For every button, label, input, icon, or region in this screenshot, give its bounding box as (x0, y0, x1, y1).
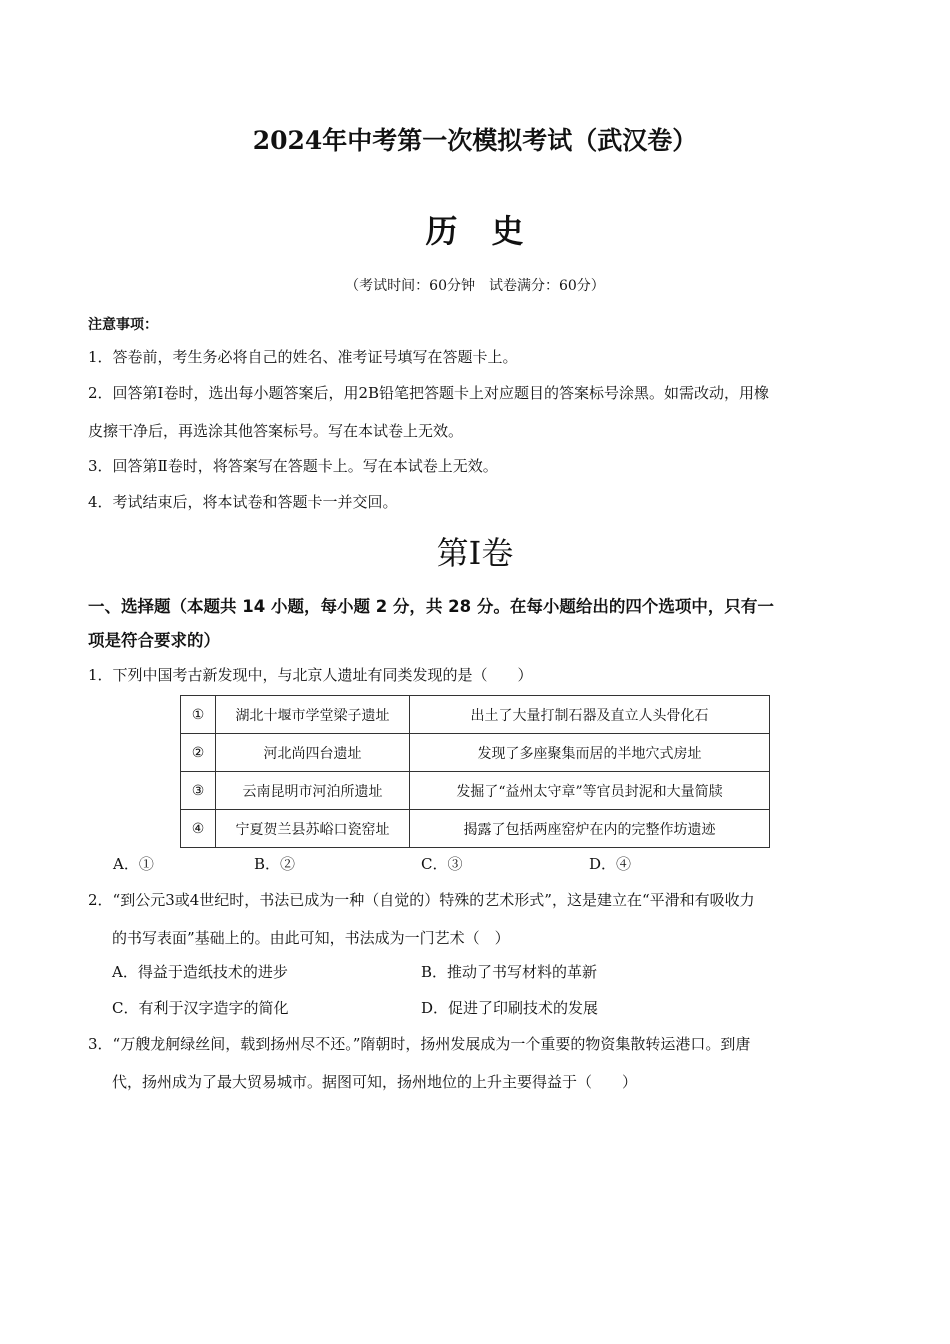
q1-option-c[interactable]: C．③ (421, 855, 463, 873)
table-cell-site: 河北尚四台遗址 (216, 734, 410, 772)
table-row (181, 810, 770, 848)
q3-stem-continued: 代，扬州成为了最大贸易城市。据图可知，扬州地位的上升主要得益于（ ） (112, 1073, 638, 1091)
notice-heading: 注意事项： (88, 317, 158, 333)
q2-stem-continued: 的书写表面”基础上的。由此可知，书法成为一门艺术（ ） (112, 929, 510, 947)
table-cell-site: 云南昆明市河泊所遗址 (216, 772, 410, 810)
section-description: 一、选择题（本题共 14 小题，每小题 2 分，共 28 分。在每小题给出的四个选项中，只有一 (88, 597, 774, 616)
q2-option-c[interactable]: C．有利于汉字造字的简化 (112, 999, 289, 1017)
table-cell-finding: 发掘了“益州太守章”等官员封泥和大量简牍 (410, 772, 770, 810)
section-title: 第Ⅰ卷 (436, 534, 514, 572)
table-cell-finding: 发现了多座聚集而居的半地穴式房址 (410, 734, 770, 772)
table-cell-site: 湖北十堰市学堂梁子遗址 (216, 696, 410, 734)
q1-stem: 1．下列中国考古新发现中，与北京人遗址有同类发现的是（ ） (88, 666, 533, 684)
exam-info: （考试时间：60分钟 试卷满分：60分） (345, 278, 605, 294)
notice-item-continued: 皮擦干净后，再选涂其他答案标号。写在本试卷上无效。 (88, 422, 464, 440)
table-row (181, 696, 770, 734)
q3-stem: 3．“万艘龙舸绿丝间，载到扬州尽不还。”隋朝时，扬州发展成为一个重要的物资集散转运港口。到唐 (88, 1035, 751, 1053)
table-row (181, 772, 770, 810)
notice-item: 3．回答第Ⅱ卷时，将答案写在答题卡上。写在本试卷上无效。 (88, 457, 498, 475)
q1-table (180, 695, 770, 848)
notice-item: 1．答卷前，考生务必将自己的姓名、准考证号填写在答题卡上。 (88, 348, 518, 366)
q1-option-a[interactable]: A．① (113, 855, 154, 873)
table-cell-num: ③ (181, 772, 216, 810)
q1-option-d[interactable]: D．④ (589, 855, 632, 873)
table-cell-num: ① (181, 696, 216, 734)
q2-stem: 2．“到公元3或4世纪时，书法已成为一种（自觉的）特殊的艺术形式”，这是建立在“平滑和有吸收力 (88, 891, 755, 909)
exam-title: 2024年中考第一次模拟考试（武汉卷） (252, 126, 698, 155)
q2-option-d[interactable]: D．促进了印刷技术的发展 (421, 999, 599, 1017)
table-cell-num: ② (181, 734, 216, 772)
table-cell-finding: 揭露了包括两座窑炉在内的完整作坊遗迹 (410, 810, 770, 848)
q2-option-a[interactable]: A．得益于造纸技术的进步 (112, 963, 288, 981)
section-description-continued: 项是符合要求的） (88, 631, 220, 650)
q1-option-b[interactable]: B．② (254, 855, 296, 873)
table-cell-site: 宁夏贺兰县苏峪口瓷窑址 (216, 810, 410, 848)
table-cell-num: ④ (181, 810, 216, 848)
notice-item: 4．考试结束后，将本试卷和答题卡一并交回。 (88, 493, 398, 511)
table-cell-finding: 出土了大量打制石器及直立人头骨化石 (410, 696, 770, 734)
q2-option-b[interactable]: B．推动了书写材料的革新 (421, 963, 598, 981)
subject-title: 历 史 (425, 212, 525, 250)
table-row (181, 734, 770, 772)
notice-item: 2．回答第Ⅰ卷时，选出每小题答案后，用2B铅笔把答题卡上对应题目的答案标号涂黑。如需改动，用橡 (88, 384, 770, 402)
